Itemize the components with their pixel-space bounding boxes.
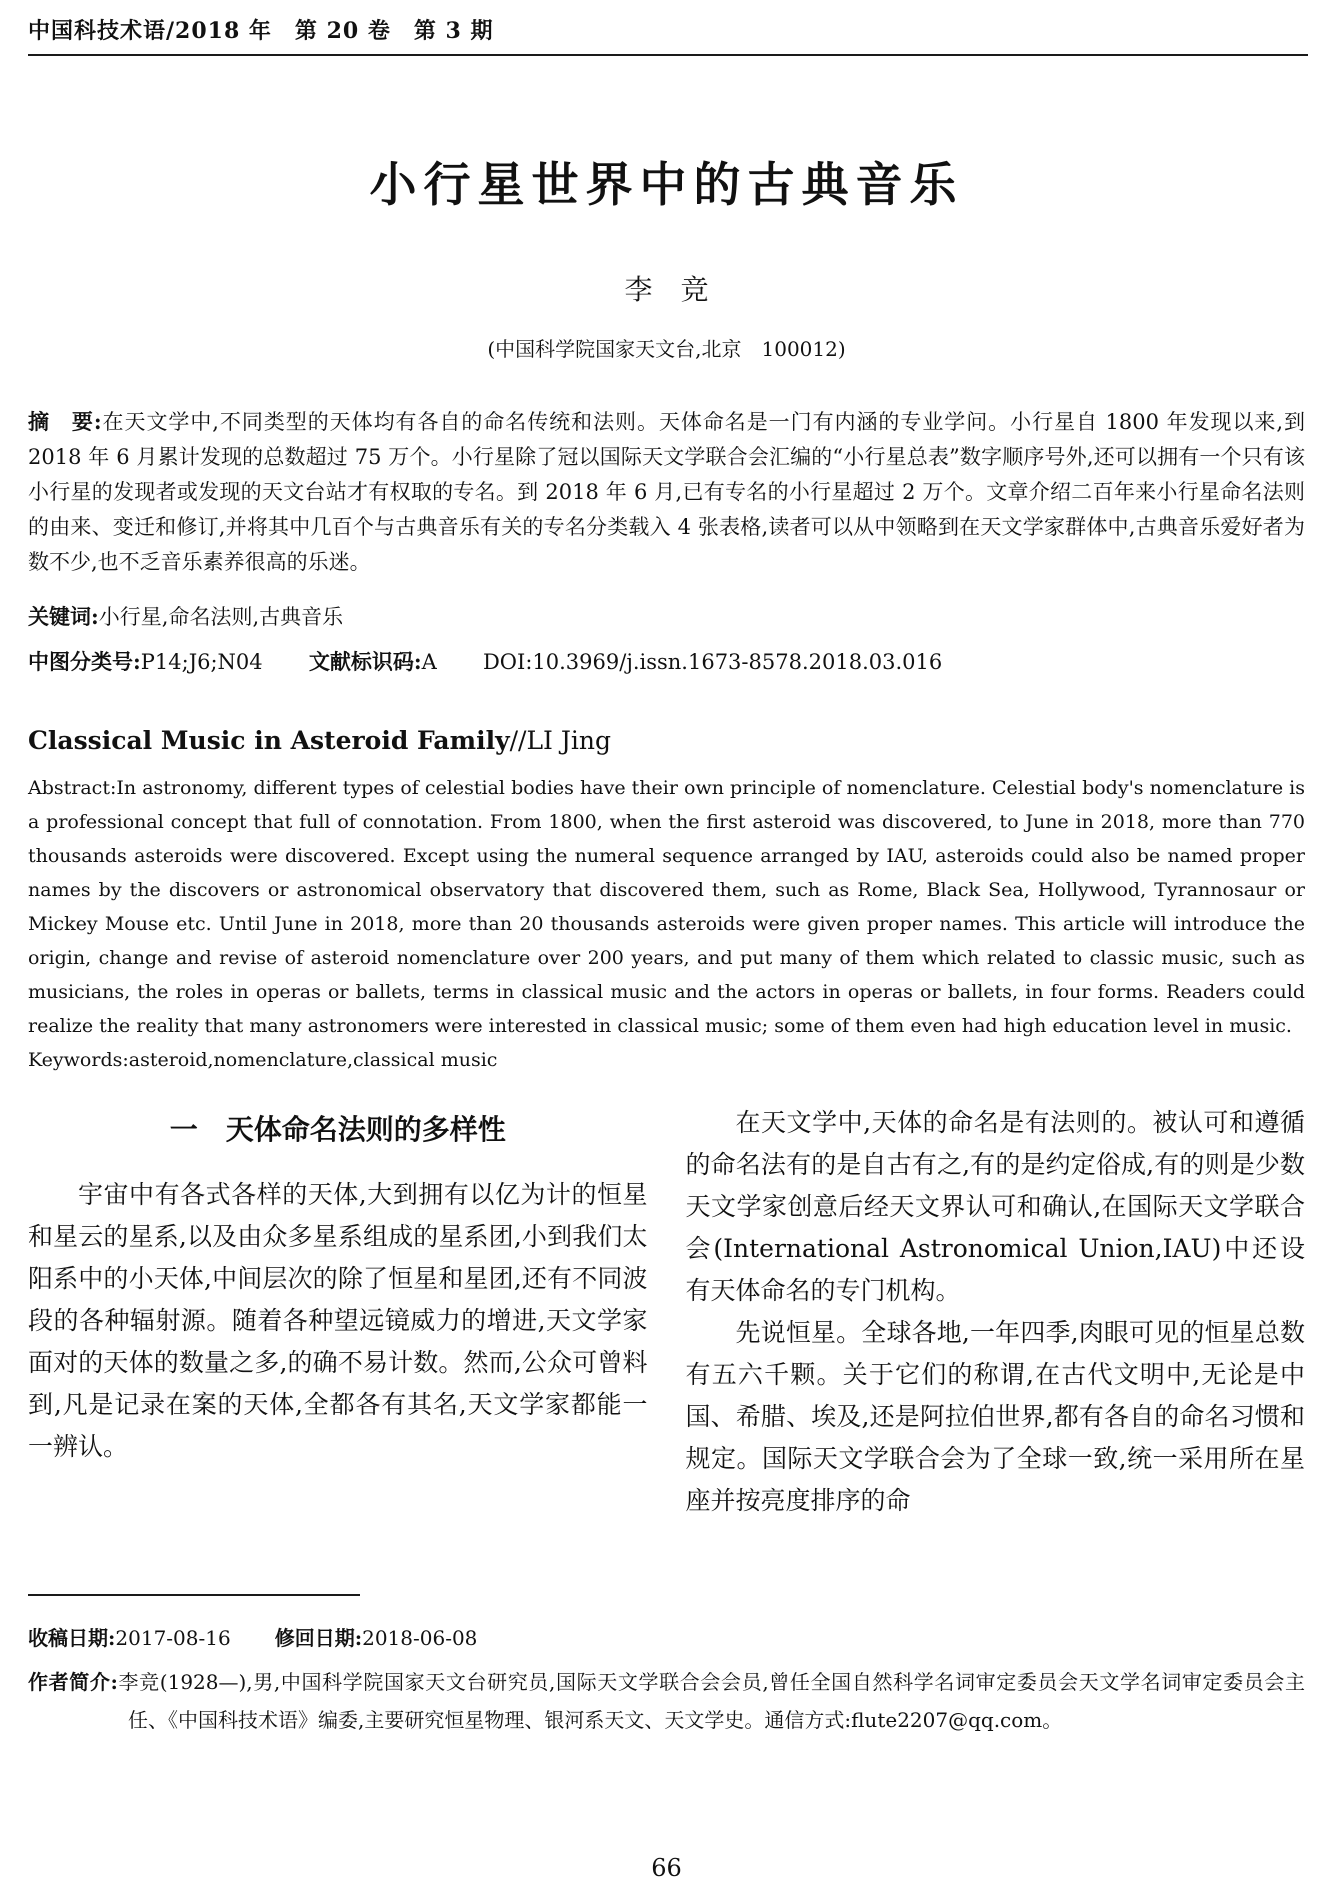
revised-date-value: 2018-06-08	[362, 1626, 478, 1650]
keywords-cn-label: 关键词:	[28, 604, 99, 629]
section-1-heading: 一 天体命名法则的多样性	[169, 1113, 506, 1146]
keywords-cn	[28, 601, 1305, 631]
right-column-paragraph-1: 在天文学中,天体的命名是有法则的。被认可和遵循的命名法有的是自古有之,有的是约定俗成,有的则是少数天文学家创意后经天文界认可和确认,在国际天文学联合会(International Astronomical Union,IAU)中还设有天体命名的专门机构。	[685, 1108, 1305, 1305]
author-bio-label: 作者简介:	[28, 1670, 118, 1694]
english-title	[28, 726, 1305, 755]
page-number: 66	[651, 1854, 682, 1882]
received-date-value: 2017-08-16	[115, 1626, 231, 1650]
doc-code-label: 文献标识码:	[308, 649, 422, 674]
left-column-paragraph: 宇宙中有各式各样的天体,大到拥有以亿为计的恒星和星云的星系,以及由众多星系组成的星系团,小到我们太阳系中的小天体,中间层次的除了恒星和星团,还有不同波段的各种辐射源。随着各种望远镜威力的增进,天文学家面对的天体的数量之多,的确不易计数。然而,公众可曾料到,凡是记录在案的天体,全都各有其名,天文学家都能一一辨认。	[28, 1180, 648, 1461]
journal-header	[28, 14, 1308, 56]
clc-label: 中图分类号:	[28, 649, 141, 674]
footnote-block	[28, 1594, 1305, 1739]
english-abstract-label: Abstract:	[28, 777, 117, 799]
footnote-divider	[28, 1594, 360, 1596]
affiliation: (中国科学院国家天文台,北京 100012)	[487, 337, 846, 361]
abstract-cn-label: 摘 要:	[28, 409, 102, 434]
journal-header-text: 中国科技术语/2018 年 第 20 卷 第 3 期	[28, 18, 494, 44]
english-title-main: Classical Music in Asteroid Family	[28, 726, 510, 755]
paper-title: 小行星世界中的古典音乐	[369, 158, 964, 213]
doi-label: DOI:	[482, 650, 533, 674]
abstract-cn	[28, 404, 1305, 580]
body-columns	[28, 1102, 1305, 1588]
author-bio-text: 李竞(1928—),男,中国科学院国家天文台研究员,国际天文学联合会会员,曾任全国自然科学名词审定委员会天文学名词审定委员会主任、《中国科技术语》编委,主要研究恒星物理、银河系天文、天文学史。通信方式:flute2207@qq.com。	[117, 1670, 1305, 1732]
doi-value: 10.3969/j.issn.1673-8578.2018.03.016	[532, 650, 943, 674]
english-keywords-label: Keywords:	[28, 1049, 129, 1071]
english-title-author: //LI Jing	[509, 726, 611, 755]
left-column	[28, 1102, 648, 1588]
english-abstract	[28, 771, 1305, 1043]
right-column	[686, 1102, 1306, 1588]
keywords-cn-text: 小行星,命名法则,古典音乐	[98, 605, 344, 629]
manuscript-dates	[28, 1622, 1305, 1651]
english-abstract-text: In astronomy, different types of celestial bodies have their own principle of nomenclature. Celestial body's nomenclature is a professional concept that full of connotation. From 1800, when the first asteroid was discovered, to June in 2018, more than 770 thousands asteroids were discovered. Except using the numeral sequence arranged by IAU, asteroids could also be named proper names by the discovers or astronomical observatory that discovered them, such as Rome, Black Sea, Hollywood, Tyrannosaur or Mickey Mouse etc. Until June in 2018, more than 20 thousands asteroids were given proper names. This article will introduce the origin, change and revise of asteroid nomenclature over 200 years, and put many of them which related to classic music, such as musicians, the roles in operas or ballets, terms in classical music and the actors in operas or ballets, in four forms. Readers could realize the reality that many astronomers were interested in classical music; some of them even had high education level in music.	[28, 777, 1305, 1037]
english-section	[28, 726, 1305, 1077]
doc-code-value: A	[421, 650, 437, 674]
classification-line	[28, 646, 1305, 676]
received-date-label: 收稿日期:	[28, 1626, 116, 1650]
author-bio	[28, 1663, 1305, 1739]
clc-value: P14;J6;N04	[140, 650, 263, 674]
abstract-cn-text: 在天文学中,不同类型的天体均有各自的命名传统和法则。天体命名是一门有内涵的专业学问。小行星自 1800 年发现以来,到 2018 年 6 月累计发现的总数超过 75 万个。小行星除了冠以国际天文学联合会汇编的“小行星总表”数字顺序号外,还可以拥有一个只有该小行星的发现者或发现的天文台站才有权取的专名。到 2018 年 6 月,已有专名的小行星超过 2 万个。文章介绍二百年来小行星命名法则的由来、变迁和修订,并将其中几百个与古典音乐有关的专名分类载入 4 张表格,读者可以从中领略到在天文学家群体中,古典音乐爱好者为数不少,也不乏音乐素养很高的乐迷。	[28, 410, 1305, 574]
revised-date-label: 修回日期:	[274, 1626, 363, 1650]
english-keywords-text: asteroid,nomenclature,classical music	[128, 1049, 498, 1071]
english-keywords	[28, 1043, 1305, 1077]
author-name: 李 竞	[624, 273, 709, 306]
right-column-paragraph-2: 先说恒星。全球各地,一年四季,肉眼可见的恒星总数有五六千颗。关于它们的称谓,在古代文明中,无论是中国、希腊、埃及,还是阿拉伯世界,都有各自的命名习惯和规定。国际天文学联合会为了全球一致,统一采用所在星座并按亮度排序的命	[685, 1318, 1305, 1515]
